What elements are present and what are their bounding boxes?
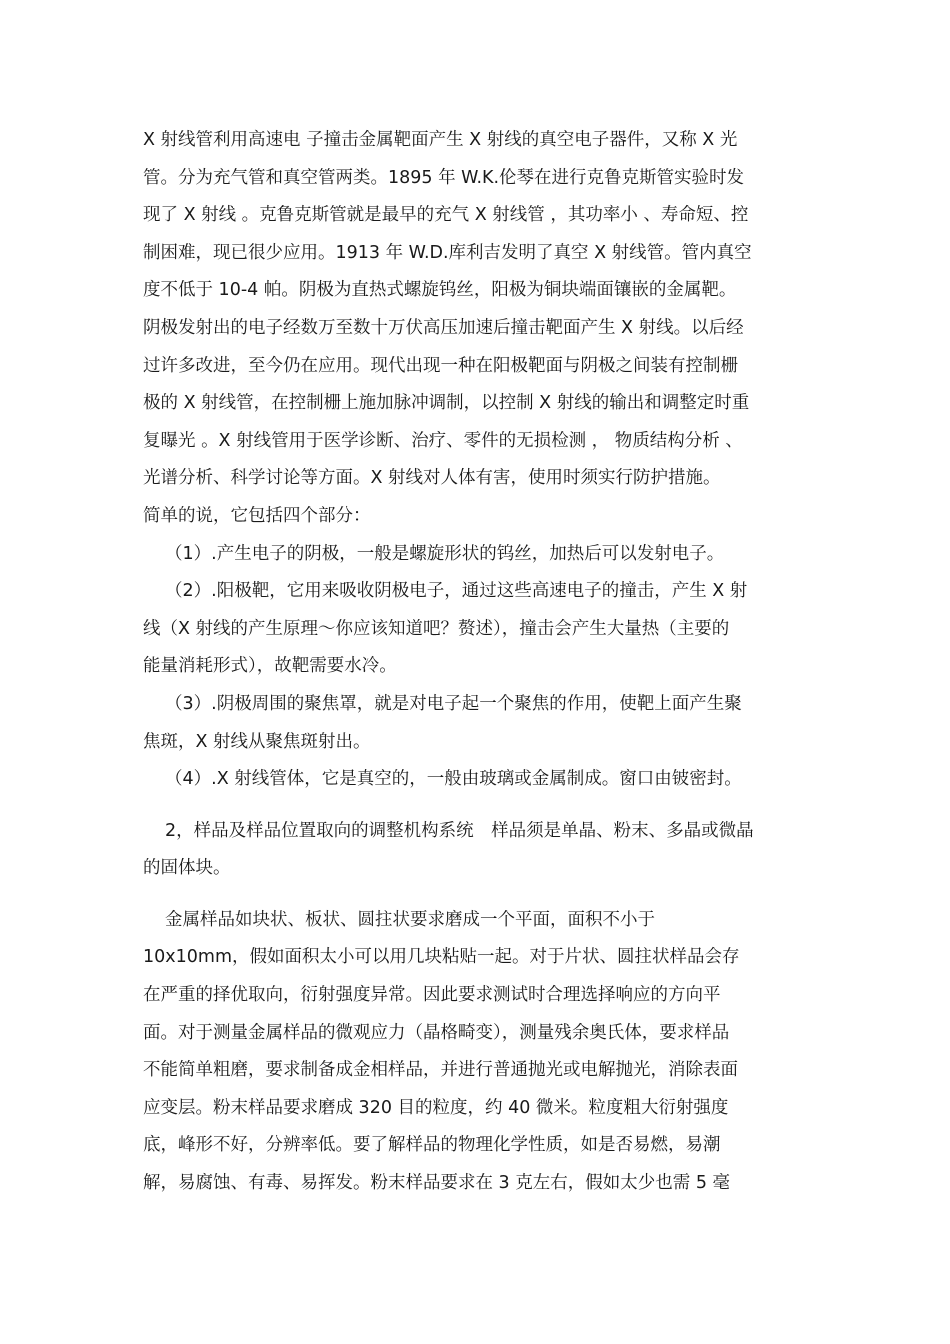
text-line: 现了 X 射线 。克鲁克斯管就是最早的充气 X 射线管 ，其功率小 、寿命短、控 [143, 205, 749, 226]
text-line: 底，峰形不好，分辨率低。要了解样品的物理化学性质，如是否易燃，易潮 [143, 1135, 721, 1156]
text-line: 过许多改进，至今仍在应用。现代出现一种在阳极靶面与阴极之间装有控制栅 [143, 355, 738, 376]
text-line: 极的 X 射线管，在控制栅上施加脉冲调制，以控制 X 射线的输出和调整定时重 [143, 393, 750, 414]
part-item-3 [143, 686, 811, 761]
text-line: 线（X 射线的产生原理～你应该知道吧？赘述），撞击会产生大量热（主要的 [143, 618, 730, 639]
paragraph-spacer [143, 799, 811, 813]
text-line: 焦斑，X 射线从聚焦斑射出。 [143, 731, 371, 752]
text-line: 简单的说，它包括四个部分： [143, 505, 371, 526]
text-line: 管。分为充气管和真空管两类。1895 年 W.K.伦琴在进行克鲁克斯管实验时发 [143, 167, 745, 188]
text-line: 能量消耗形式），故靶需要水冷。 [143, 656, 397, 677]
text-line: 面。对于测量金属样品的微观应力（晶格畸变），测量残余奥氏体，要求样品 [143, 1022, 730, 1043]
text-line: 金属样品如块状、板状、圆拄状要求磨成一个平面，面积不小于 [165, 909, 655, 930]
part-item-1 [143, 536, 811, 574]
part-item-4 [143, 761, 811, 799]
paragraph-spacer [143, 888, 811, 902]
text-line: 光谱分析、科学讨论等方面。X 射线对人体有害，使用时须实行防护措施。 [143, 468, 721, 489]
text-line: 制困难，现已很少应用。1913 年 W.D.库利吉发明了真空 X 射线管。管内真空 [143, 242, 752, 263]
text-line: （2）.阳极靶，它用来吸收阴极电子，通过这些高速电子的撞击，产生 X 射 [165, 581, 748, 602]
text-line: X 射线管利用高速电 子撞击金属靶面产生 X 射线的真空电子器件，又称 X 光 [143, 130, 738, 150]
text-line: 阴极发射出的电子经数万至数十万伏高压加速后撞击靶面产生 X 射线。以后经 [143, 317, 744, 338]
part-item-2 [143, 573, 811, 686]
intro-paragraph [143, 122, 811, 536]
text-line: 解，易腐蚀、有毒、易挥发。粉末样品要求在 3 克左右，假如太少也需 5 毫 [143, 1173, 731, 1194]
text-line: （1）.产生电子的阴极，一般是螺旋形状的钨丝，加热后可以发射电子。 [165, 543, 725, 564]
text-line: 的固体块。 [143, 858, 231, 879]
text-line: 在严重的择优取向，衍射强度异常。因此要求测试时合理选择响应的方向平 [143, 985, 721, 1006]
parts-list [143, 536, 811, 799]
text-line: 2，样品及样品位置取向的调整机构系统 样品须是单晶、粉末、多晶或微晶 [165, 820, 754, 841]
text-line: 不能简单粗磨，要求制备成金相样品，并进行普通抛光或电解抛光，消除表面 [143, 1060, 738, 1081]
text-line: （3）.阴极周围的聚焦罩，就是对电子起一个聚焦的作用，使靶上面产生聚 [165, 693, 742, 714]
text-line: 应变层。粉末样品要求磨成 320 目的粒度，约 40 微米。粒度粗大衍射强度 [143, 1097, 729, 1118]
text-line: 复曝光 。X 射线管用于医学诊断、治疗、零件的无损检测 ， 物质结构分析 、 [143, 430, 743, 451]
section-2-paragraph [143, 813, 811, 888]
document-body [143, 122, 811, 1203]
text-line: （4）.X 射线管体，它是真空的，一般由玻璃或金属制成。窗口由铍密封。 [165, 769, 742, 790]
text-line: 10x10mm，假如面积太小可以用几块粘贴一起。对于片状、圆拄状样品会存 [143, 947, 740, 968]
text-line: 度不低于 10-4 帕。阴极为直热式螺旋钨丝，阳极为铜块端面镶嵌的金属靶。 [143, 280, 737, 301]
metal-sample-paragraph [143, 902, 811, 1203]
